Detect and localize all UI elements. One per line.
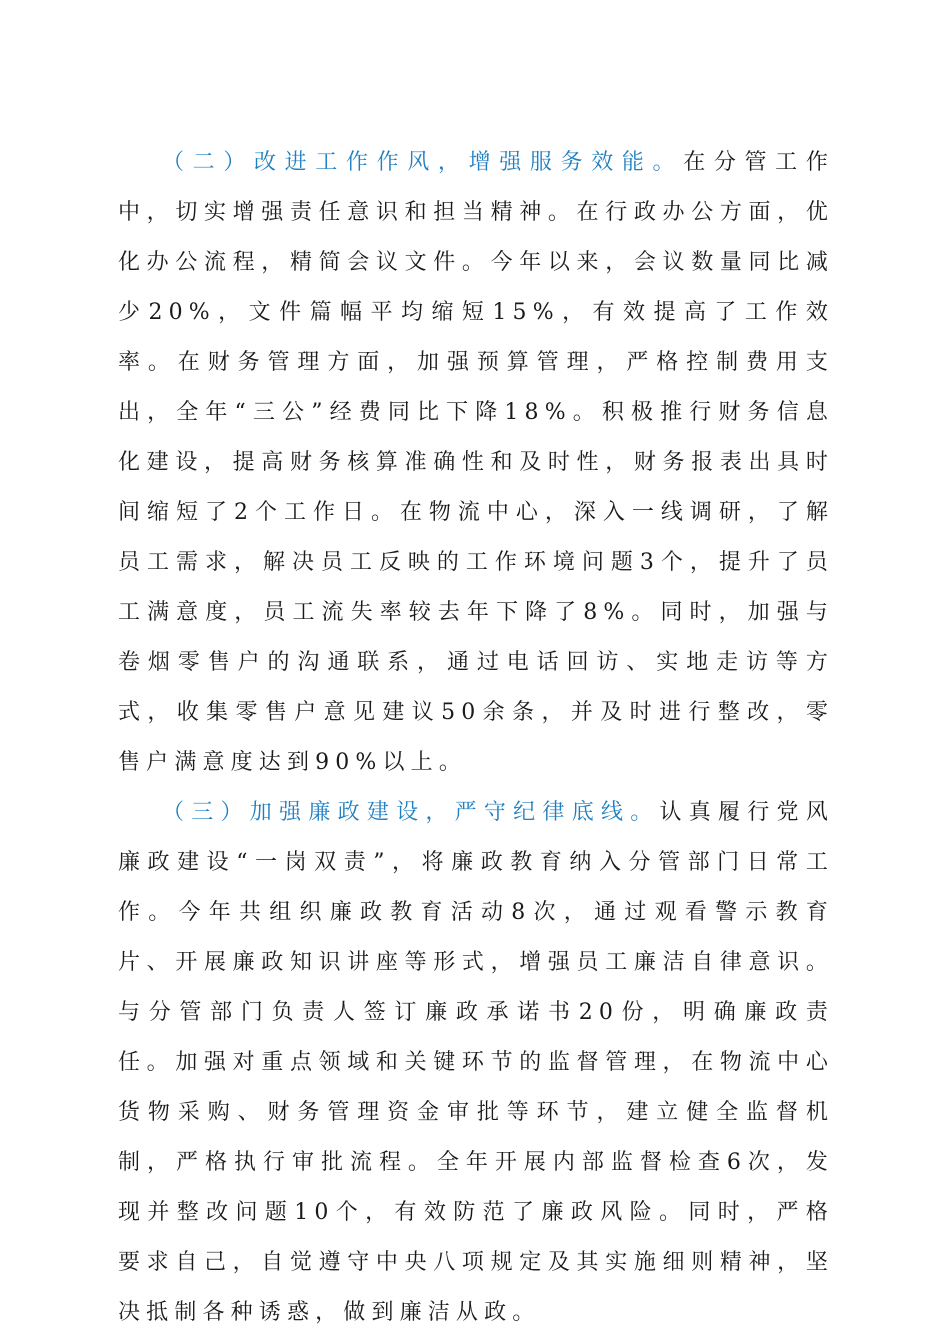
document-body (118, 138, 834, 1338)
section-paragraph-3 (118, 788, 834, 1338)
section-body-3: 认真履行党风廉政建设“一岗双责”，将廉政教育纳入分管部门日常工作。今年共组织廉政教育活动8次，通过观看警示教育片、开展廉政知识讲座等形式，增强员工廉洁自律意识。与分管部门负责人签订廉政承诺书20份，明确廉政责任。加强对重点领域和关键环节的监督管理，在物流中心货物采购、财务管理资金审批等环节，建立健全监督机制，严格执行审批流程。全年开展内部监督检查6次，发现并整改问题10个，有效防范了廉政风险。同时，严格要求自己，自觉遵守中央八项规定及其实施细则精神，坚决抵制各种诱惑，做到廉洁从政。 (118, 800, 834, 1325)
section-heading-2: （二）改进工作作风，增强服务效能。 (162, 150, 684, 175)
section-heading-3: （三）加强廉政建设，严守纪律底线。 (162, 800, 660, 825)
section-paragraph-2 (118, 138, 834, 788)
section-body-2: 在分管工作中，切实增强责任意识和担当精神。在行政办公方面，优化办公流程，精简会议文件。今年以来，会议数量同比减少20%，文件篇幅平均缩短15%，有效提高了工作效率。在财务管理方面，加强预算管理，严格控制费用支出，全年“三公”经费同比下降18%。积极推行财务信息化建设，提高财务核算准确性和及时性，财务报表出具时间缩短了2个工作日。在物流中心，深入一线调研，了解员工需求，解决员工反映的工作环境问题3个，提升了员工满意度，员工流失率较去年下降了8%。同时，加强与卷烟零售户的沟通联系，通过电话回访、实地走访等方式，收集零售户意见建议50余条，并及时进行整改，零售户满意度达到90%以上。 (118, 150, 834, 775)
